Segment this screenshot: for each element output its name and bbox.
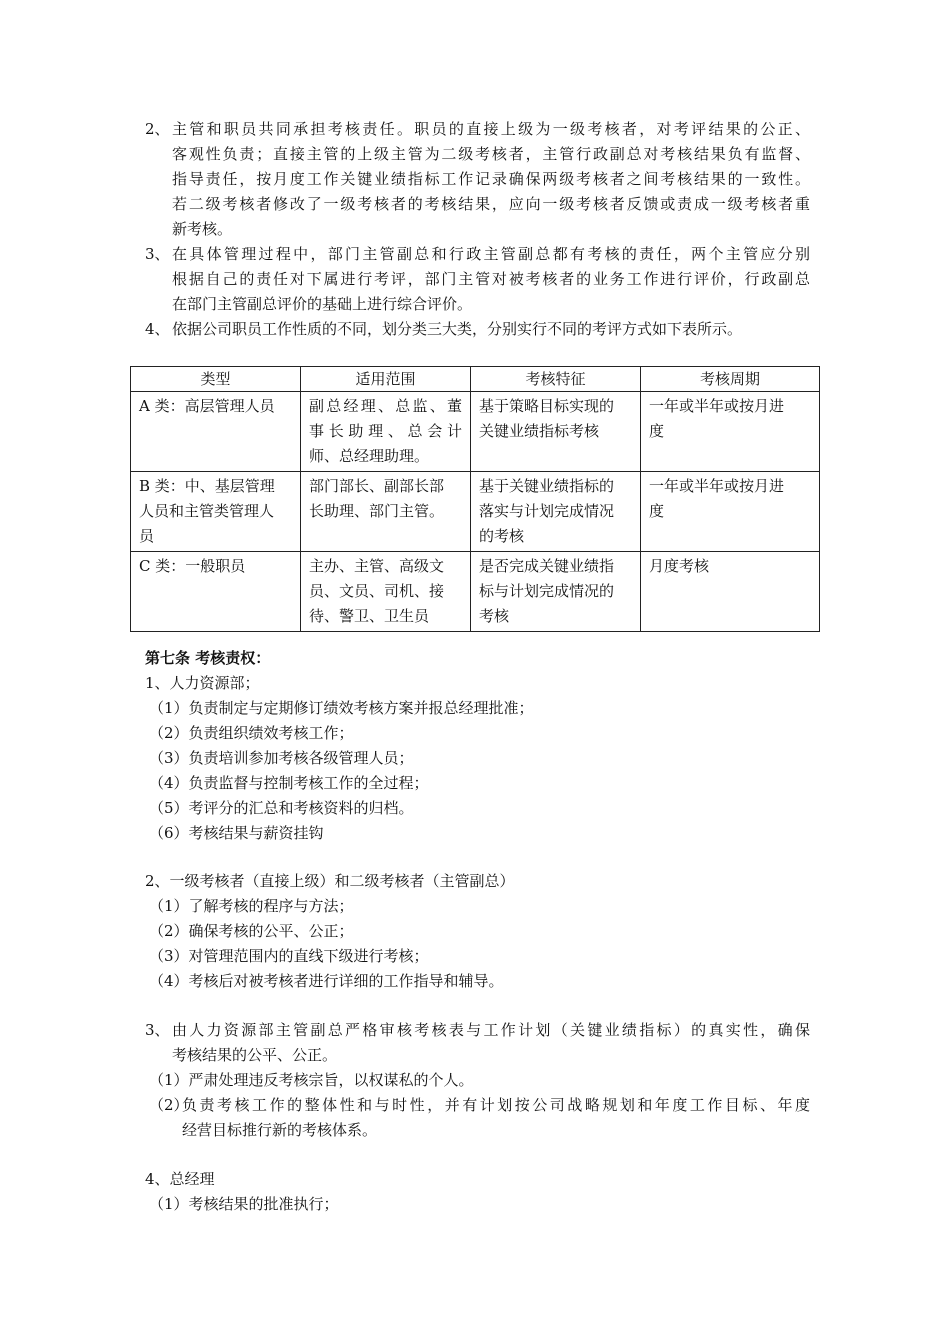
cell-line: 考核 xyxy=(479,607,510,625)
text-line: 由人力资源部主管副总严格审核考核表与工作计划（关键业绩指标）的真实性，确保 xyxy=(172,1021,810,1039)
table-row xyxy=(131,472,820,552)
cell-line: 度 xyxy=(649,422,665,440)
item-number: （1） xyxy=(149,897,189,915)
table-cell xyxy=(301,392,471,472)
text-line: 负责考核工作的整体性和与时性，并有计划按公司战略规划和年度工作目标、年度 xyxy=(182,1096,810,1114)
item-text: 考核结果与薪资挂钩 xyxy=(188,824,324,842)
list-item xyxy=(149,771,534,796)
item-number: （3） xyxy=(149,947,189,965)
intro-item-4 xyxy=(145,317,810,342)
text-line: 若二级考核者修改了一级考核者的考核结果，应向一级考核者反馈或责成一级考核者重 xyxy=(172,195,810,213)
item-number: 4、 xyxy=(145,320,170,338)
assessment-type-table xyxy=(130,366,820,632)
item-text: 对管理范围内的直线下级进行考核； xyxy=(188,947,429,965)
text-line: 根据自己的责任对下属进行考评，部门主管对被考核者的业务工作进行评价，行政副总 xyxy=(172,270,810,288)
table-cell xyxy=(471,392,641,472)
section-3-title xyxy=(145,1018,810,1068)
cell-line: B 类：中、基层管理 xyxy=(139,477,275,495)
intro-item-2 xyxy=(145,117,810,242)
section-4-items xyxy=(149,1192,339,1217)
item-text: 考核后对被考核者进行详细的工作指导和辅导。 xyxy=(188,972,504,990)
column-header: 考核特征 xyxy=(471,367,641,392)
table-row xyxy=(131,392,820,472)
cell-line: 的考核 xyxy=(479,527,525,545)
list-item xyxy=(149,1093,810,1143)
table-cell xyxy=(641,392,820,472)
text-line: 在部门主管副总评价的基础上进行综合评价。 xyxy=(172,295,473,313)
cell-line: 一年或半年或按月进 xyxy=(649,477,785,495)
cell-line: 落实与计划完成情况 xyxy=(479,502,615,520)
article-title: 第七条 考核责权： xyxy=(145,649,271,667)
item-number: （1） xyxy=(149,1071,189,1089)
table-cell xyxy=(131,392,301,472)
item-number: （4） xyxy=(149,972,189,990)
text-line: 客观性负责；直接主管的上级主管为二级考核者，主管行政副总对考核结果负有监督、 xyxy=(172,145,810,163)
list-item xyxy=(149,721,534,746)
item-number: （6） xyxy=(149,824,189,842)
list-item xyxy=(149,969,504,994)
list-item xyxy=(149,1068,810,1093)
section-1-title: 1、人力资源部； xyxy=(145,674,260,692)
item-text: 考评分的汇总和考核资料的归档。 xyxy=(188,799,414,817)
item-text: 负责监督与控制考核工作的全过程； xyxy=(188,774,429,792)
section-1-items xyxy=(149,696,534,846)
intro-item-3 xyxy=(145,242,810,317)
cell-line: 主办、主管、高级文 xyxy=(309,557,445,575)
list-item xyxy=(149,746,534,771)
item-text: 负责制定与定期修订绩效考核方案并报总经理批准； xyxy=(188,699,534,717)
section-3-items xyxy=(149,1068,810,1143)
item-number: 2、 xyxy=(145,120,170,138)
item-number: （3） xyxy=(149,749,189,767)
list-item xyxy=(149,821,534,846)
cell-line: 部门部长、副部长部 xyxy=(309,477,445,495)
cell-line: 一年或半年或按月进 xyxy=(649,397,785,415)
text-line: 经营目标推行新的考核体系。 xyxy=(182,1121,378,1139)
cell-line: 基于关键业绩指标的 xyxy=(479,477,615,495)
list-item xyxy=(149,919,504,944)
table-cell xyxy=(131,552,301,632)
column-header: 类型 xyxy=(131,367,301,392)
item-text: 严肃处理违反考核宗旨，以权谋私的个人。 xyxy=(188,1071,474,1089)
section-2-title: 2、一级考核者（直接上级）和二级考核者（主管副总） xyxy=(145,872,515,890)
cell-line: 副总经理、总监、董 xyxy=(309,397,462,415)
table-cell xyxy=(131,472,301,552)
cell-line: C 类：一般职员 xyxy=(139,557,246,575)
item-text: 了解考核的程序与方法； xyxy=(188,897,354,915)
list-item xyxy=(149,696,534,721)
cell-line: A 类：高层管理人员 xyxy=(139,397,275,415)
section-4-title: 4、总经理 xyxy=(145,1170,215,1188)
item-number: （2） xyxy=(149,724,189,742)
cell-line: 标与计划完成情况的 xyxy=(479,582,615,600)
item-number: （2） xyxy=(149,1096,189,1114)
cell-line: 月度考核 xyxy=(649,557,710,575)
list-item xyxy=(149,894,504,919)
section-2-items xyxy=(149,894,504,994)
cell-line: 员、文员、司机、接 xyxy=(309,582,445,600)
cell-line: 关键业绩指标考核 xyxy=(479,422,600,440)
item-number: （4） xyxy=(149,774,189,792)
list-item xyxy=(149,796,534,821)
item-number: （2） xyxy=(149,922,189,940)
column-header: 适用范围 xyxy=(301,367,471,392)
table-cell xyxy=(641,552,820,632)
cell-line: 事长助理、总会计 xyxy=(309,422,462,440)
list-item xyxy=(149,1192,339,1217)
item-text: 负责培训参加考核各级管理人员； xyxy=(188,749,414,767)
item-number: （1） xyxy=(149,699,189,717)
text-line: 在具体管理过程中，部门主管副总和行政主管副总都有考核的责任，两个主管应分别 xyxy=(172,245,810,263)
cell-line: 师、总经理助理。 xyxy=(309,447,430,465)
item-number: 3、 xyxy=(145,1021,170,1039)
table-cell xyxy=(471,472,641,552)
text-line: 依据公司职员工作性质的不同，划分类三大类，分别实行不同的考评方式如下表所示。 xyxy=(172,320,743,338)
cell-line: 基于策略目标实现的 xyxy=(479,397,615,415)
table-header-row xyxy=(131,367,820,392)
item-number: （5） xyxy=(149,799,189,817)
table-row xyxy=(131,552,820,632)
cell-line: 人员和主管类管理人 xyxy=(139,502,275,520)
table-cell xyxy=(301,552,471,632)
text-line: 新考核。 xyxy=(172,220,233,238)
list-item xyxy=(149,944,504,969)
text-line: 考核结果的公平、公正。 xyxy=(172,1046,338,1064)
table-cell xyxy=(301,472,471,552)
item-text: 负责组织绩效考核工作； xyxy=(188,724,354,742)
cell-line: 是否完成关键业绩指 xyxy=(479,557,615,575)
cell-line: 员 xyxy=(139,527,155,545)
item-number: （1） xyxy=(149,1195,189,1213)
table-cell xyxy=(641,472,820,552)
cell-line: 长助理、部门主管。 xyxy=(309,502,445,520)
cell-line: 待、警卫、卫生员 xyxy=(309,607,430,625)
table-cell xyxy=(471,552,641,632)
item-text: 确保考核的公平、公正； xyxy=(188,922,354,940)
item-text: 考核结果的批准执行； xyxy=(188,1195,339,1213)
cell-line: 度 xyxy=(649,502,665,520)
text-line: 主管和职员共同承担考核责任。职员的直接上级为一级考核者，对考评结果的公正、 xyxy=(172,120,810,138)
text-line: 指导责任，按月度工作关键业绩指标工作记录确保两级考核者之间考核结果的一致性。 xyxy=(172,170,810,188)
item-number: 3、 xyxy=(145,245,170,263)
column-header: 考核周期 xyxy=(641,367,820,392)
